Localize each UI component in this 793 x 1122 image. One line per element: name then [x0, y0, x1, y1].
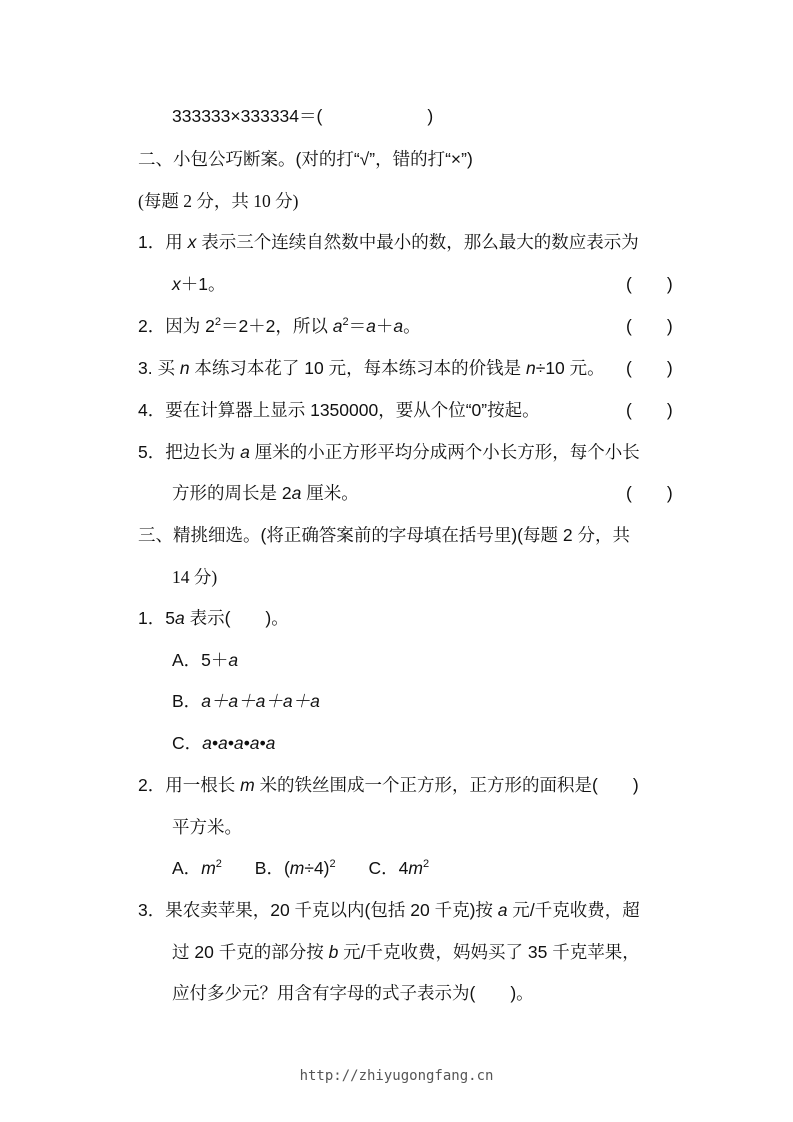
answer-paren[interactable]: ( ) [626, 316, 673, 336]
s3-q3-line3: 应付多少元？用含有字母的式子表示为( )。 [172, 983, 534, 1003]
s2-q5-line2: 方形的周长是 2a 厘米。 [172, 483, 359, 503]
s3-q1-option-b: B．a＋a＋a＋a＋a [172, 691, 320, 711]
answer-paren[interactable]: ( ) [626, 358, 673, 378]
s3-q2-option-a: A．$m^2$ [172, 858, 222, 878]
section2-title: 二、小包公巧断案。(对的打“√”，错的打“×”) [138, 149, 473, 169]
s3-q2-line1: 2．用一根长 m 米的铁丝围成一个正方形，正方形的面积是( ) [138, 775, 639, 795]
top-equation: 333333×333334＝( ) [172, 106, 434, 126]
s3-q2-option-b: B．$(m\div 4)^2$ [254, 858, 336, 878]
section2-score: (每题 2 分，共 10 分) [138, 191, 299, 211]
s2-q4: 4．要在计算器上显示 1350000，要从个位“0”按起。 [138, 400, 540, 420]
answer-paren[interactable]: ( ) [626, 400, 673, 420]
s2-q2: 2．因为 $2^2=2+2$，所以 $a^2=a+a$。 [138, 316, 421, 336]
s3-q1-option-c: C．a•a•a•a•a [172, 733, 276, 753]
s2-q5-line1: 5．把边长为 a 厘米的小正方形平均分成两个小长方形，每个小长 [138, 442, 640, 462]
s2-q3: 3. 买 n 本练习本花了 10 元，每本练习本的价钱是 n÷10 元。 [138, 358, 605, 378]
s3-q1-option-a: A．5＋a [172, 650, 239, 670]
answer-paren[interactable]: ( ) [626, 483, 673, 503]
footer-url[interactable]: http://zhiyugongfang.cn [299, 1068, 494, 1084]
answer-paren[interactable]: ( ) [626, 274, 673, 294]
s3-q1: 1．5a 表示( )。 [138, 608, 289, 628]
section3-title-cont: 14 分) [172, 567, 218, 587]
s3-q2-options [172, 856, 457, 880]
s3-q2-line2: 平方米。 [172, 817, 242, 837]
section3-title: 三、精挑细选。(将正确答案前的字母填在括号里)(每题 2 分，共 [138, 525, 630, 545]
s3-q3-line1: 3．果农卖苹果，20 千克以内(包括 20 千克)按 a 元/千克收费，超 [138, 900, 640, 920]
s2-q1-line1: 1．用 x 表示三个连续自然数中最小的数，那么最大的数应表示为 [138, 232, 639, 252]
s3-q2-option-c: C．$4m^2$ [368, 858, 430, 878]
s3-q3-line2: 过 20 千克的部分按 b 元/千克收费，妈妈买了 35 千克苹果， [172, 942, 640, 962]
s2-q1-line2: x＋1。 [172, 274, 226, 294]
